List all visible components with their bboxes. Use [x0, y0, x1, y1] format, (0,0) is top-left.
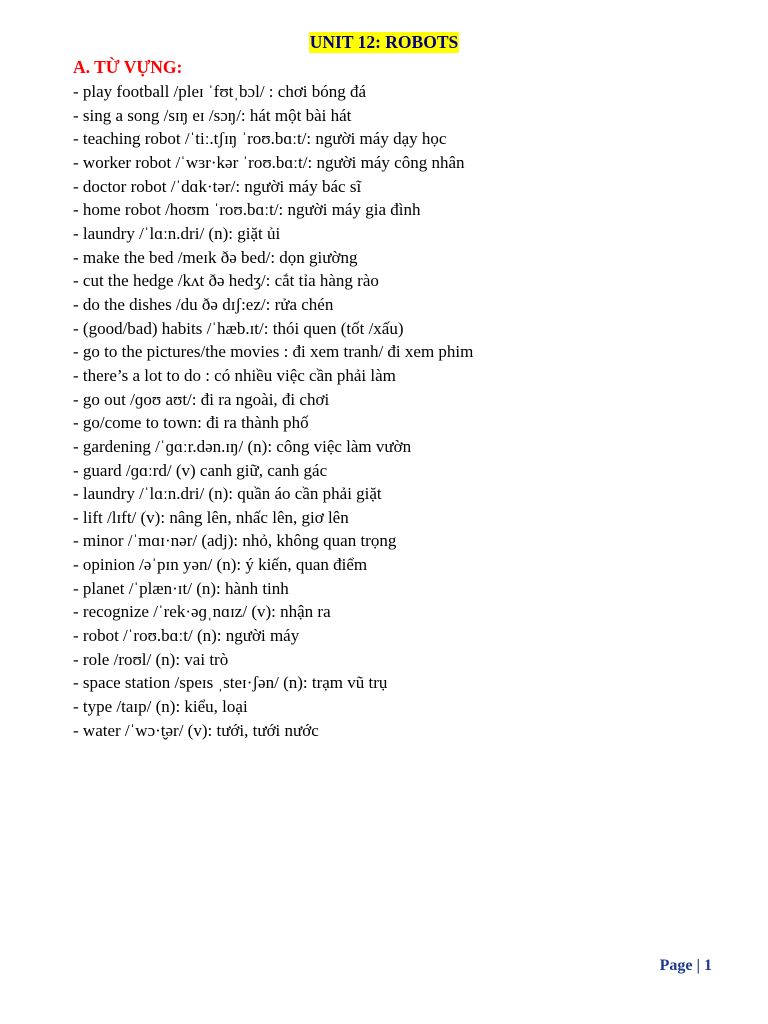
vocab-item: - laundry /ˈlɑːn.dri/ (n): quần áo cần phải giặt — [73, 484, 382, 504]
vocab-item: - robot /ˈroʊ.bɑːt/ (n): người máy — [73, 626, 300, 646]
vocab-item: - cut the hedge /kʌt ðə hedʒ/: cắt tỉa hàng rào — [73, 271, 379, 291]
vocab-item: - laundry /ˈlɑːn.dri/ (n): giặt ủi — [73, 223, 281, 243]
vocab-item: - recognize /ˈrek·əɡˌnɑɪz/ (v): nhận ra — [73, 602, 331, 622]
vocab-item: - planet /ˈplæn·ɪt/ (n): hành tinh — [73, 578, 289, 598]
page-number: Page | 1 — [659, 957, 712, 974]
unit-title: UNIT 12: ROBOTS — [309, 32, 459, 52]
vocab-item: - water /ˈwɔ·t̬ər/ (v): tưới, tưới nước — [73, 720, 319, 740]
title-container — [0, 32, 768, 53]
section-heading-vocabulary: A. TỪ VỰNG: — [73, 57, 183, 77]
vocab-item: - go to the pictures/the movies : đi xem tranh/ đi xem phim — [73, 342, 474, 362]
vocab-item: - guard /ɡɑːrd/ (v) canh giữ, canh gác — [73, 460, 328, 480]
vocab-item: - lift /lɪft/ (v): nâng lên, nhấc lên, giơ lên — [73, 507, 349, 527]
vocab-item: - go/come to town: đi ra thành phố — [73, 413, 309, 433]
vocab-item: - worker robot /ˈwɜr·kər ˈroʊ.bɑːt/: người máy công nhân — [73, 152, 465, 172]
vocab-item: - home robot /hoʊm ˈroʊ.bɑːt/: người máy gia đình — [73, 200, 421, 220]
vocab-item: - opinion /əˈpɪn yən/ (n): ý kiến, quan điểm — [73, 555, 368, 575]
vocab-item: - there’s a lot to do : có nhiều việc cần phải làm — [73, 365, 396, 385]
vocab-item: - doctor robot /ˈdɑk·tər/: người máy bác sĩ — [73, 176, 362, 196]
vocab-item: - play football /pleɪ ˈfʊtˌbɔl/ : chơi bóng đá — [73, 82, 367, 101]
vocab-item: - minor /ˈmɑɪ·nər/ (adj): nhỏ, không quan trọng — [73, 531, 397, 551]
vocab-item: - teaching robot /ˈtiː.tʃɪŋ ˈroʊ.bɑːt/: người máy dạy học — [73, 129, 447, 149]
vocabulary-list — [73, 80, 733, 742]
vocab-item: - space station /speɪs ˌsteɪ·ʃən/ (n): trạm vũ trụ — [73, 673, 388, 693]
vocab-item: - sing a song /sɪŋ eɪ /sɔŋ/: hát một bài hát — [73, 105, 352, 125]
vocab-item: - role /roʊl/ (n): vai trò — [73, 649, 229, 669]
vocab-item: - gardening /ˈɡɑːr.dən.ɪŋ/ (n): công việc làm vườn — [73, 436, 412, 456]
vocab-item: - (good/bad) habits /ˈhæb.ɪt/: thói quen (tốt /xấu) — [73, 318, 404, 338]
vocab-item: - type /taɪp/ (n): kiểu, loại — [73, 697, 248, 717]
vocab-item: - go out /ɡoʊ aʊt/: đi ra ngoài, đi chơi — [73, 389, 330, 409]
vocab-item: - make the bed /meɪk ðə bed/: dọn giường — [73, 247, 358, 267]
vocab-item: - do the dishes /du ðə dɪʃ:ez/: rửa chén — [73, 294, 334, 314]
